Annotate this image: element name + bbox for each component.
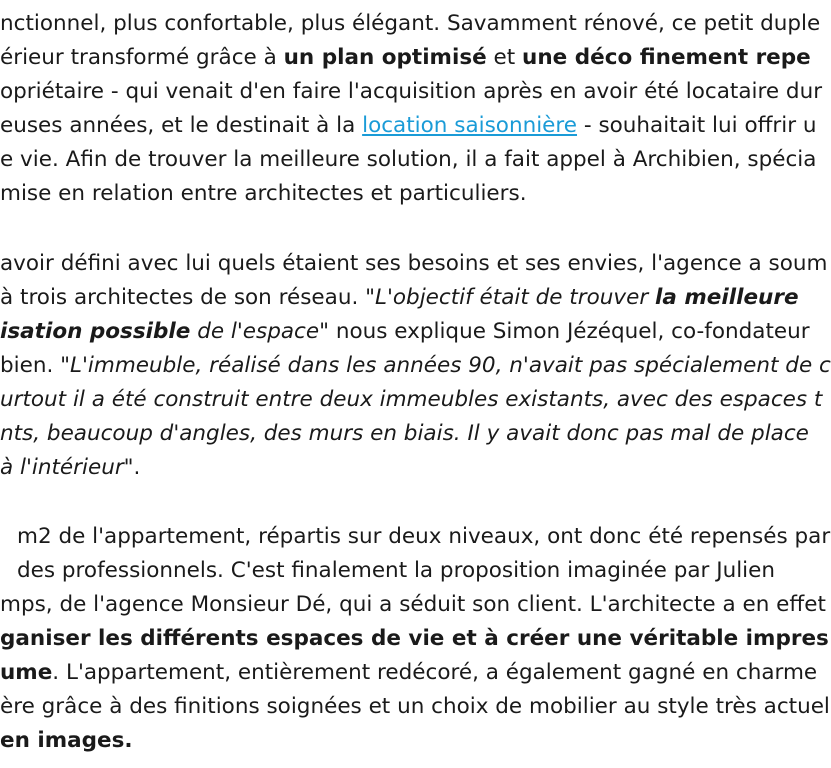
text-segment: opriétaire - qui venait d'en faire l'acquisition après en avoir été locataire dur	[0, 79, 823, 104]
text-line	[0, 144, 816, 176]
text-line	[0, 282, 799, 314]
text-segment: bien.	[0, 353, 61, 378]
text-line	[17, 555, 775, 587]
text-segment: et	[486, 45, 523, 70]
bold-text: un plan optimisé	[283, 45, 487, 70]
location-saisonniere-link[interactable]: location saisonnière	[362, 113, 578, 138]
text-segment: nous explique Simon Jézéquel, co-fondateur	[328, 319, 810, 344]
text-line	[17, 521, 830, 553]
bold-text: une déco finement repe	[522, 45, 811, 70]
italic-quote: à l'intérieur"	[0, 455, 134, 480]
text-line	[0, 589, 826, 621]
text-segment: m2 de l'appartement, répartis sur deux niveaux, ont donc été repensés par	[17, 524, 831, 549]
text-line	[0, 657, 817, 689]
text-segment: mps, de l'agence Monsieur Dé, qui a séduit son client. L'architecte a en effet	[0, 592, 826, 617]
text-segment: . L'appartement, entièrement redécoré, a également gagné en charme	[52, 660, 818, 685]
text-line	[0, 42, 811, 74]
text-segment: euses années, et le destinait à la	[0, 113, 363, 138]
bold-text: ume	[0, 660, 53, 685]
text-line	[0, 8, 820, 40]
text-segment: ère grâce à des finitions soignées et un choix de mobilier au style très actuel	[0, 694, 830, 719]
bold-text: la meilleure	[655, 285, 799, 310]
italic-quote: "L'immeuble, réalisé dans les années 90, n'avait pas spécialement de c	[60, 353, 831, 378]
bold-text: isation possible	[0, 319, 191, 344]
text-line	[0, 178, 527, 210]
text-segment: érieur transformé grâce à	[0, 45, 284, 70]
text-line	[0, 350, 831, 382]
text-segment: avoir défini avec lui quels étaient ses besoins et ses envies, l'agence a soum	[0, 251, 828, 276]
text-line	[0, 110, 817, 142]
text-line	[0, 248, 828, 280]
italic-quote: "L'objectif était de trouver	[365, 285, 655, 310]
text-segment: des professionnels. C'est finalement la proposition imaginée par Julien	[17, 558, 775, 583]
text-line	[0, 418, 809, 450]
text-line	[0, 725, 133, 757]
text-line	[0, 691, 830, 723]
text-line	[0, 452, 140, 484]
text-line	[0, 316, 810, 348]
italic-quote: urtout il a été construit entre deux immeubles existants, avec des espaces t	[0, 387, 823, 412]
text-line	[0, 76, 822, 108]
italic-quote: nts, beaucoup d'angles, des murs en biais. Il y avait donc pas mal de place	[0, 421, 809, 446]
text-line	[0, 623, 829, 655]
text-segment: à trois architectes de son réseau.	[0, 285, 366, 310]
text-segment: - souhaitait lui offrir u	[577, 113, 817, 138]
bold-text: ganiser les différents espaces de vie et à créer une véritable impres	[0, 626, 829, 651]
text-segment: .	[133, 455, 141, 480]
text-segment: mise en relation entre architectes et particuliers.	[0, 181, 527, 206]
text-segment: nctionnel, plus confortable, plus élégant. Savamment rénové, ce petit duple	[0, 11, 821, 36]
text-segment: e vie. Afin de trouver la meilleure solution, il a fait appel à Archibien, spécia	[0, 147, 817, 172]
italic-quote: de l'espace"	[190, 319, 329, 344]
bold-text: en images.	[0, 728, 133, 753]
text-line	[0, 384, 822, 416]
